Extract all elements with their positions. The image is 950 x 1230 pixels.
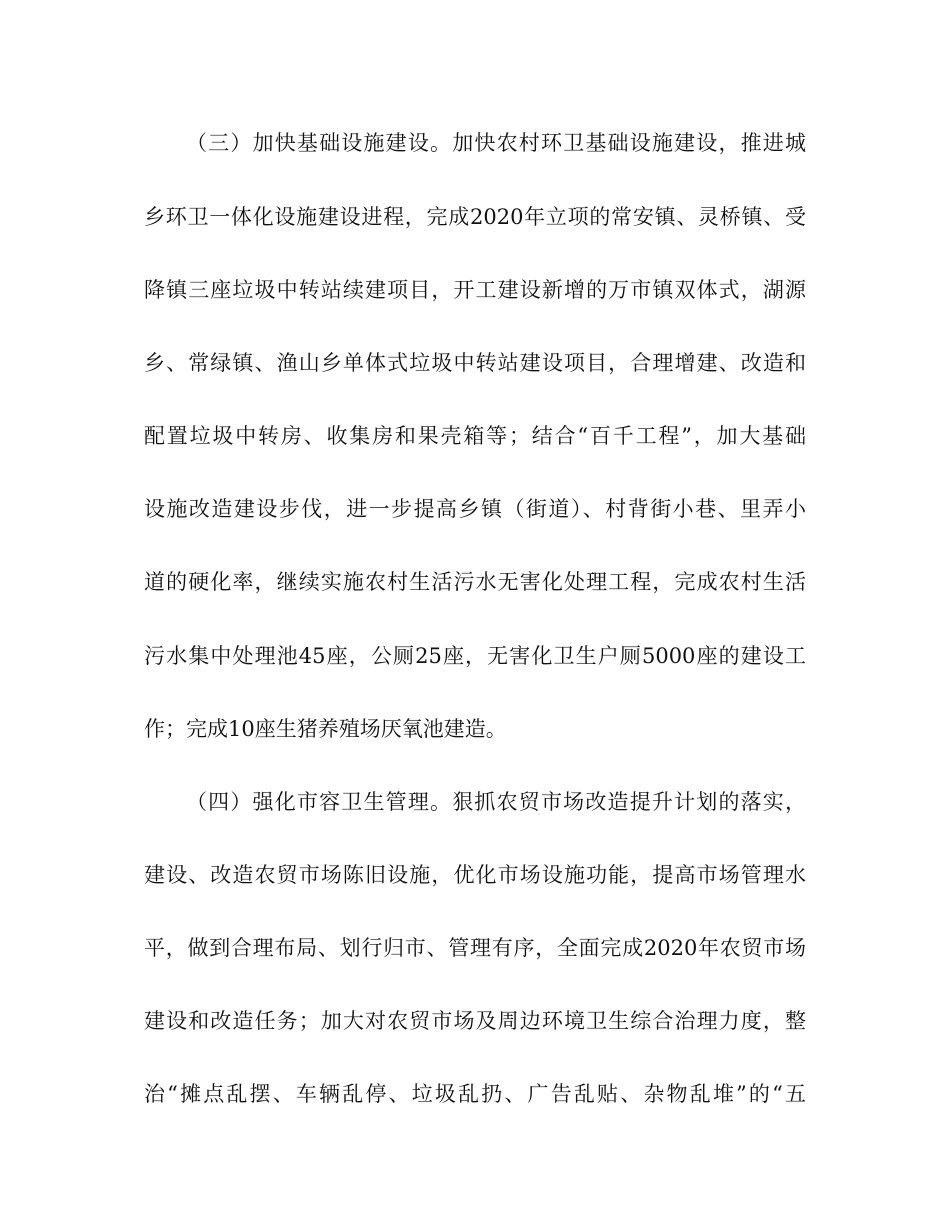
paragraph-1-line-8: 污水集中处理池45座，公厕25座，无害化卫生户厕5000座的建设工 <box>144 644 806 668</box>
paragraph-1-line-2: 乡环卫一体化设施建设进程，完成2020年立项的常安镇、灵桥镇、受 <box>144 205 806 229</box>
paragraph-2-line-1: （四）强化市容卫生管理。狠抓农贸市场改造提升计划的落实， <box>186 790 806 814</box>
paragraph-1-line-9: 作；完成10座生猪养殖场厌氧池建造。 <box>144 717 507 741</box>
paragraph-2-line-3: 平，做到合理布局、划行归市、管理有序，全面完成2020年农贸市场 <box>144 936 806 960</box>
paragraph-1-line-4: 乡、常绿镇、渔山乡单体式垃圾中转站建设项目，合理增建、改造和 <box>144 351 806 375</box>
paragraph-2-line-5: 治“摊点乱摆、车辆乱停、垃圾乱扔、广告乱贴、杂物乱堆”的“五 <box>144 1082 806 1106</box>
paragraph-1-line-7: 道的硬化率，继续实施农村生活污水无害化处理工程，完成农村生活 <box>144 570 806 594</box>
paragraph-2-line-4: 建设和改造任务；加大对农贸市场及周边环境卫生综合治理力度，整 <box>144 1009 806 1033</box>
paragraph-2-line-2: 建设、改造农贸市场陈旧设施，优化市场设施功能，提高市场管理水 <box>144 863 806 887</box>
paragraph-1-line-3: 降镇三座垃圾中转站续建项目，开工建设新增的万市镇双体式，湖源 <box>144 278 806 302</box>
paragraph-1-line-5: 配置垃圾中转房、收集房和果壳箱等；结合“百千工程”，加大基础 <box>144 424 806 448</box>
paragraph-1-line-6: 设施改造建设步伐，进一步提高乡镇（街道）、村背街小巷、里弄小 <box>144 497 806 521</box>
paragraph-1-line-1: （三）加快基础设施建设。加快农村环卫基础设施建设，推进城 <box>186 131 806 155</box>
